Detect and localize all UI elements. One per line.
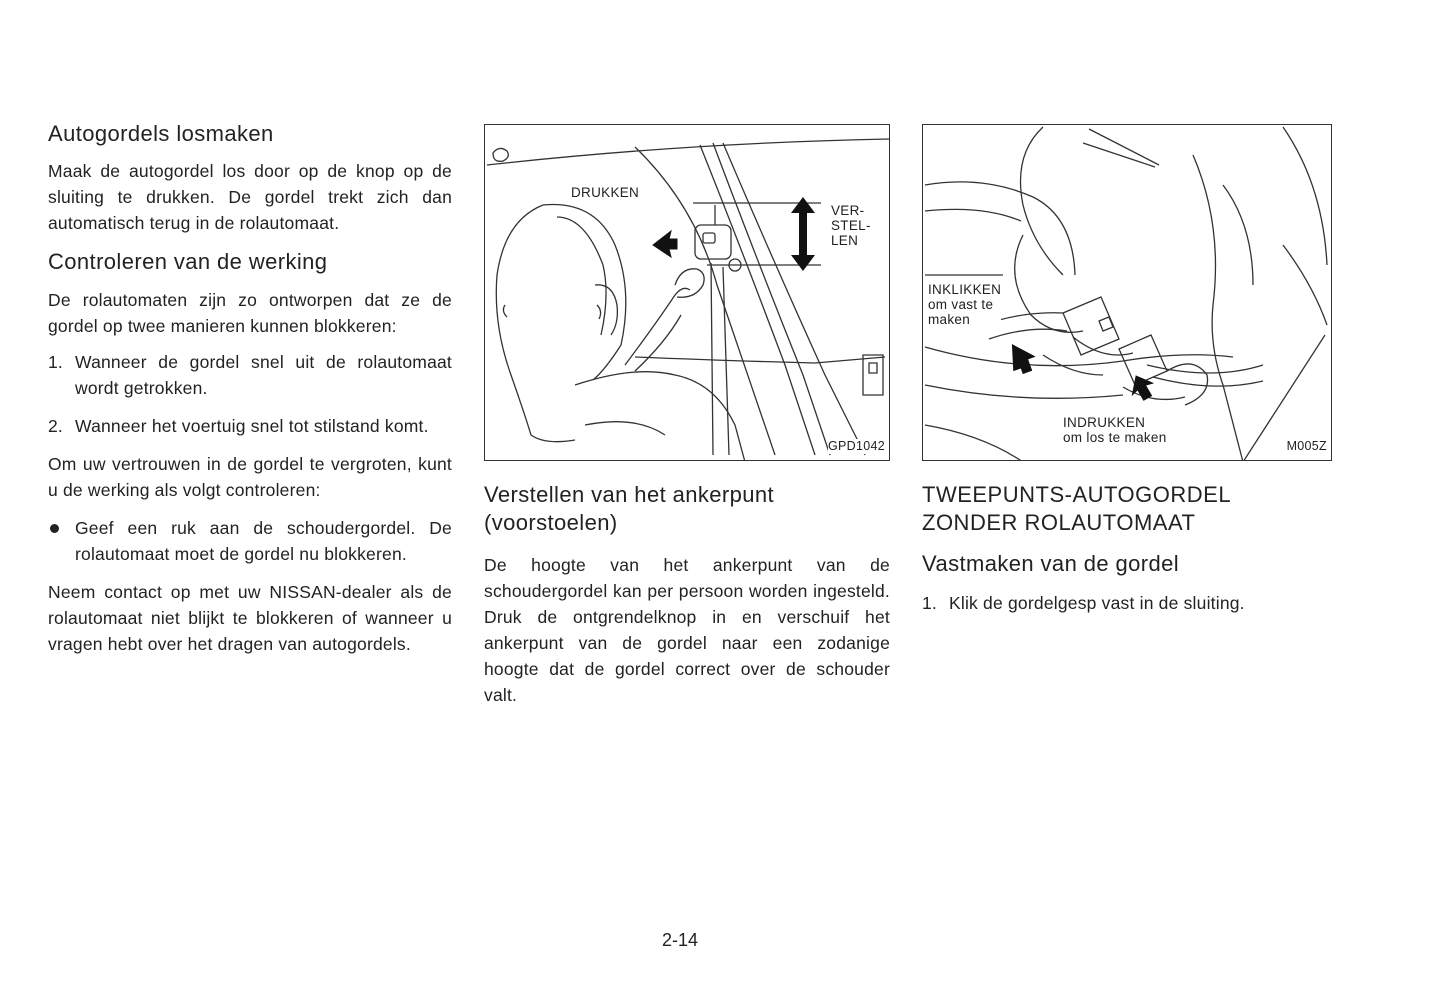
list-item	[922, 590, 1332, 616]
figure-label-click: INKLIKKEN om vast te maken	[928, 282, 1002, 327]
figure-code: GPD1042	[828, 439, 885, 453]
figure-label-press: DRUKKEN	[571, 185, 640, 200]
heading-fasten-belt: Vastmaken van de gordel	[922, 551, 1180, 576]
list-item	[48, 413, 452, 439]
figure-code: M005Z	[1286, 439, 1327, 453]
list-number: 1.	[48, 352, 63, 372]
bullet-item	[48, 515, 452, 567]
figure-anchor-adjust	[484, 124, 890, 461]
illustration-driver-adjusting-belt	[485, 125, 890, 461]
paragraph-check: De rolautomaten zijn zo ontworpen dat ze de gordel op twee manieren kunnen blokkeren:	[48, 290, 452, 336]
left-column	[48, 118, 452, 657]
list-number: 1.	[922, 593, 937, 613]
heading-check-operation: Controleren van de werking	[48, 249, 328, 274]
paragraph-trust: Om uw vertrouwen in de gordel te vergroten, kunt u de werking als volgt controleren:	[48, 454, 452, 500]
figure-buckle	[922, 124, 1332, 461]
figure-label-adjust: VER- STEL- LEN	[831, 203, 871, 248]
paragraph-release: Maak de autogordel los door op de knop op de sluiting te drukken. De gordel trekt zich dan automatisch terug in de rolautomaat.	[48, 161, 452, 233]
list-text: Wanneer de gordel snel uit de rolautomaat wordt getrokken.	[75, 352, 452, 398]
list-text: Wanneer het voertuig snel tot stilstand komt.	[75, 416, 429, 436]
heading-release-seatbelts: Autogordels losmaken	[48, 121, 274, 146]
right-column	[922, 118, 1332, 616]
page-number: 2-14	[662, 930, 699, 950]
list-item	[48, 349, 452, 401]
paragraph-anchor: De hoogte van het ankerpunt van de schoudergordel kan per persoon worden ingesteld. Druk de ontgrendelknop in en verschuif het ankerpunt van de gordel naar een zodanige hoogte dat de gordel correct over de schouder valt.	[484, 555, 890, 705]
list-text: Klik de gordelgesp vast in de sluiting.	[949, 593, 1245, 613]
middle-column	[484, 118, 890, 708]
list-number: 2.	[48, 416, 63, 436]
paragraph-dealer: Neem contact op met uw NISSAN-dealer als de rolautomaat niet blijkt te blokkeren of wanneer u vragen hebt over het dragen van autogordels.	[48, 582, 452, 654]
bullet-text: Geef een ruk aan de schoudergordel. De rolautomaat moet de gordel nu blokkeren.	[75, 518, 452, 564]
heading-anchor-adjust: Verstellen van het ankerpunt (voorstoelen)	[484, 482, 775, 535]
figure-label-press: INDRUKKEN om los te maken	[1063, 415, 1167, 445]
bullet-dot	[50, 524, 59, 533]
heading-two-point-belt: TWEEPUNTS-AUTOGORDEL ZONDER ROLAUTOMAAT	[922, 482, 1231, 535]
